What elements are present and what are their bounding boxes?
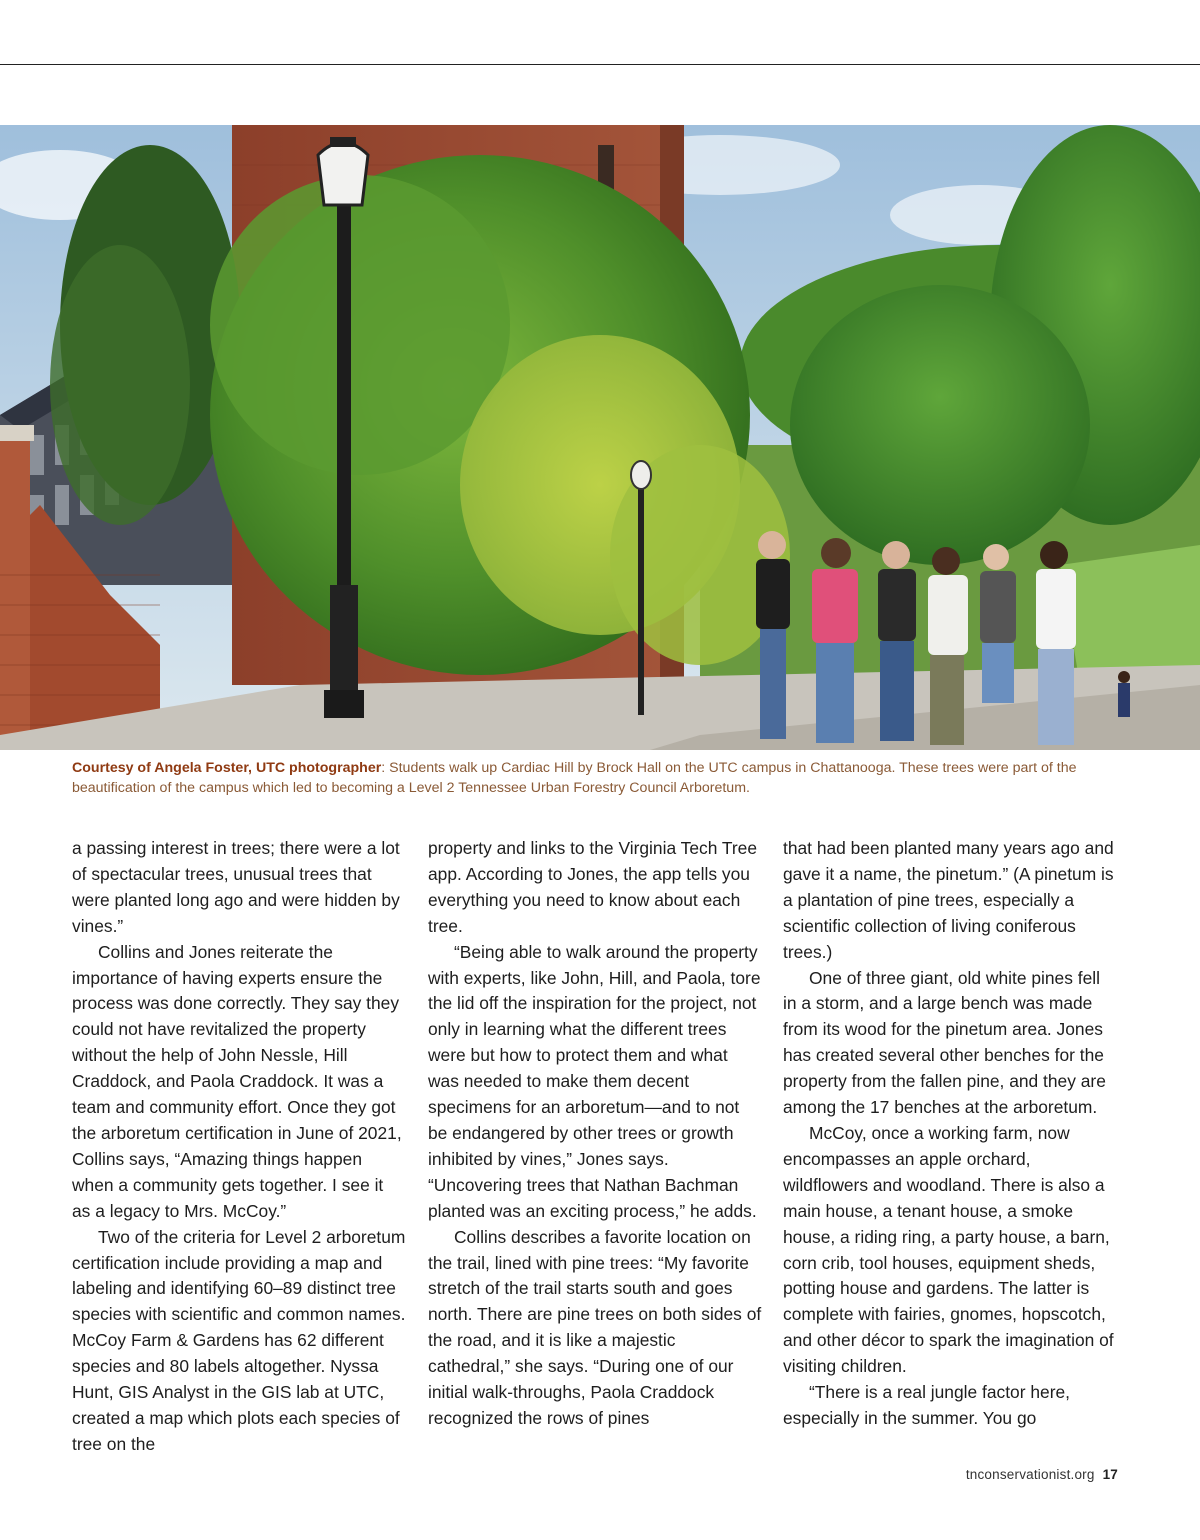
page-footer: [966, 1467, 1118, 1482]
page-number: 17: [1102, 1467, 1118, 1482]
photo-credit: Courtesy of Angela Foster, UTC photographer: [72, 760, 382, 776]
text-column-2: [428, 836, 762, 1432]
paragraph: One of three giant, old white pines fell in a storm, and a large bench was made from its wood for the pinetum area. Jones has created several other benches for the property from the fallen pine, and they are among the 17 benches at the arboretum.: [783, 967, 1106, 1118]
paragraph: that had been planted many years ago and gave it a name, the pinetum.” (A pinetum is a plantation of pine trees, especially a scientific collection of living coniferous trees.): [783, 838, 1114, 962]
paragraph: Collins describes a favorite location on the trail, lined with pine trees: “My favorite stretch of the trail starts south and goes north. There are pine trees on both sides of the road, and it is like a majestic cathedral,” she says. “During one of our initial walk-throughs, Paola Craddock recognized the rows of pines: [428, 1226, 762, 1428]
site-url: tnconservationist.org: [965, 1467, 1095, 1482]
paragraph: “There is a real jungle factor here, especially in the summer. You go: [783, 1382, 1070, 1428]
text-column-1: [72, 836, 406, 1458]
paragraph: property and links to the Virginia Tech Tree app. According to Jones, the app tells you everything you need to know about each tree.: [428, 838, 758, 936]
text-column-3: [783, 836, 1117, 1432]
campus-photo: [0, 125, 1200, 750]
paragraph: McCoy, once a working farm, now encompasses an apple orchard, wildflowers and woodland. There is also a main house, a tenant house, a smoke house, a riding ring, a party house, a barn, corn crib, tool houses, equipment sheds, potting house and gardens. The latter is complete with fairies, gnomes, hopscotch, and other décor to spark the imagination of visiting children.: [783, 1122, 1114, 1377]
paragraph: Collins and Jones reiterate the importance of having experts ensure the process was done correctly. They say they could not have revitalized the property without the help of John Nessle, Hill Craddock, and Paola Craddock. It was a team and community effort. Once they got the arboretum certification in June of 2021, Collins says, “Amazing things happen when a community gets together. I see it as a legacy to Mrs. McCoy.”: [72, 941, 402, 1221]
paragraph: a passing interest in trees; there were a lot of spectacular trees, unusual trees that were planted long ago and were hidden by vines.”: [72, 838, 400, 936]
paragraph: “Being able to walk around the property with experts, like John, Hill, and Paola, tore the lid off the inspiration for the project, not only in learning what the different trees were but how to protect them and what was needed to make them decent specimens for an arboretum—and to not be endangered by other trees or growth inhibited by vines,” Jones says. “Uncovering trees that Nathan Bachman planted was an exciting process,” he adds.: [428, 941, 761, 1221]
photo-caption: [72, 758, 1132, 798]
top-rule: [0, 64, 1200, 65]
paragraph: Two of the criteria for Level 2 arboretum certification include providing a map and labeling and identifying 60–89 distinct tree species with scientific and common names. McCoy Farm & Gardens has 62 different species and 80 labels altogether. Nyssa Hunt, GIS Analyst in the GIS lab at UTC, created a map which plots each species of tree on the: [72, 1226, 406, 1454]
caption-text: : Students walk up Cardiac Hill by Brock Hall on the UTC campus in Chattanooga. These trees were part of the beautification of the campus which led to becoming a Level 2 Tennessee Urban Forestry Council Arboretum.: [72, 760, 1077, 796]
